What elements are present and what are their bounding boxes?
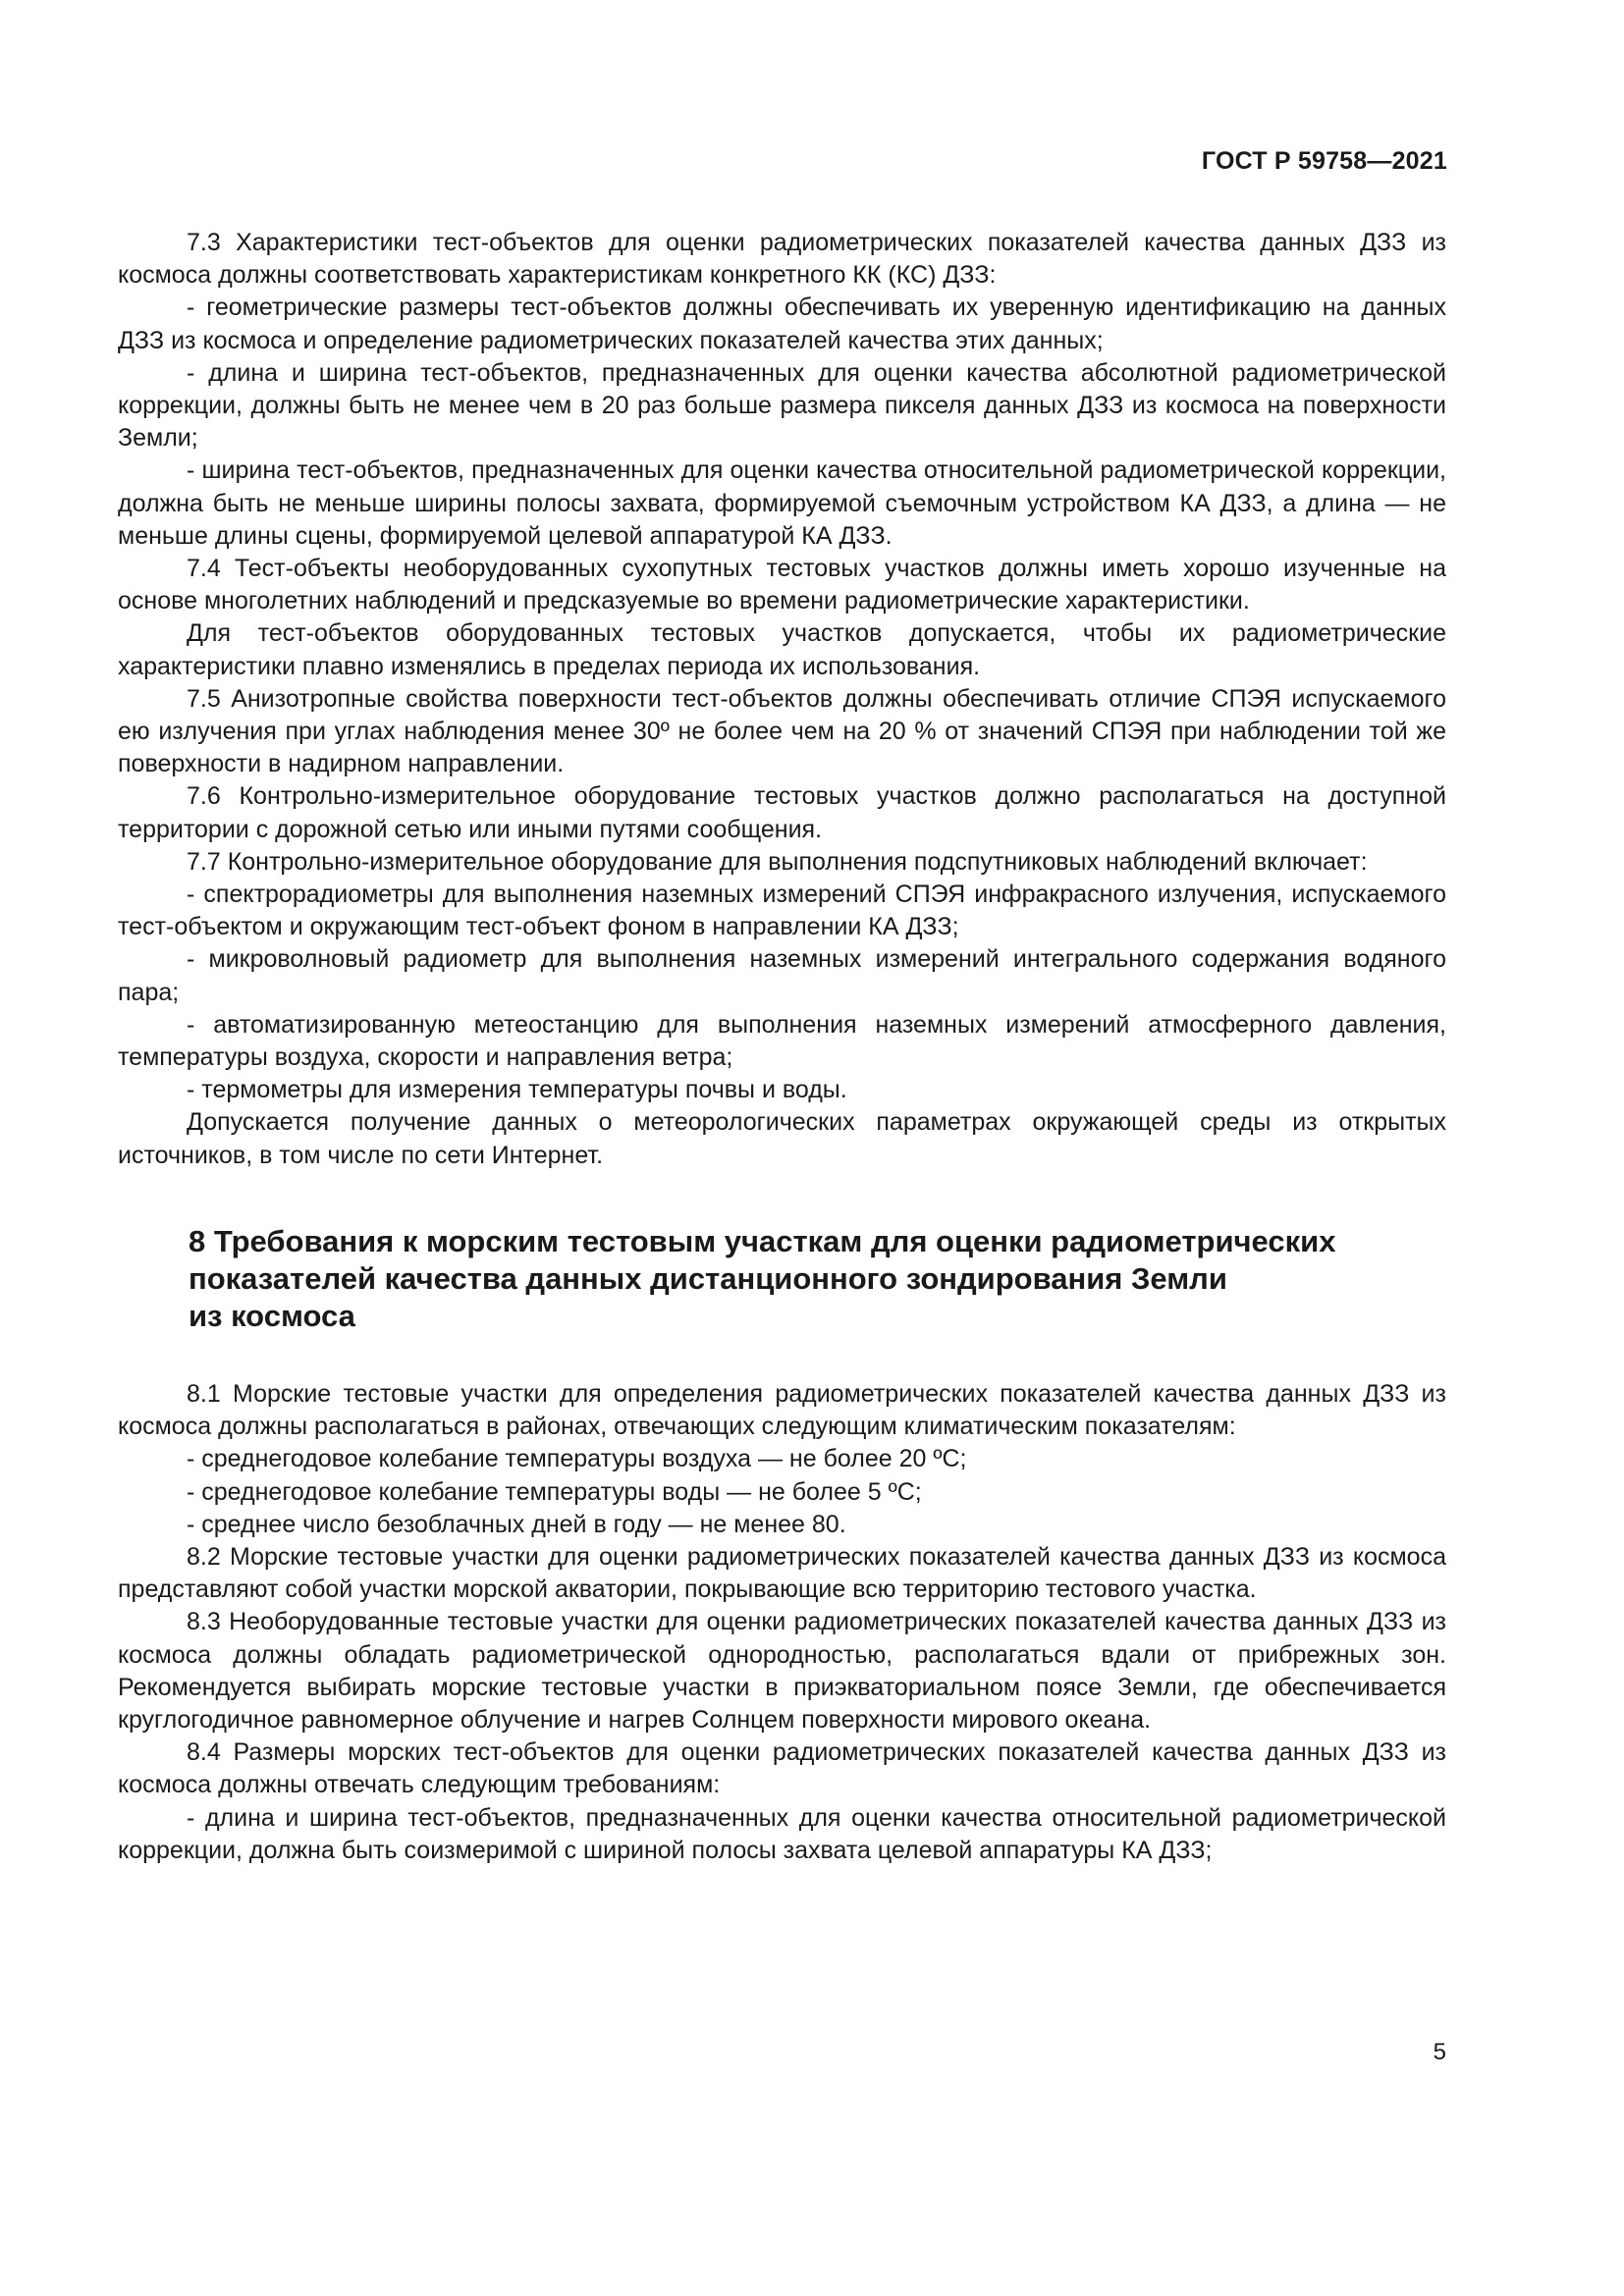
- paragraph-8-2: 8.2 Морские тестовые участки для оценки радиометрических показателей качества данных ДЗЗ из космоса представляют собой участки морской акватории, покрывающие всю территорию тестового участка.: [118, 1542, 1446, 1604]
- paragraph: Для тест-объектов оборудованных тестовых участков допускается, чтобы их радиометрические характеристики плавно изменялись в пределах периода их использования.: [118, 619, 1446, 680]
- document-header: ГОСТ Р 59758—2021: [1201, 147, 1447, 175]
- paragraph-7-6: 7.6 Контрольно-измерительное оборудование тестовых участков должно располагаться на доступной территории с дорожной сетью или иными путями сообщения.: [118, 782, 1446, 843]
- list-item: - спектрорадиометры для выполнения наземных измерений СПЭЯ инфракрасного излучения, испускаемого тест-объектом и окружающим тест-объект фоном в направлении КА ДЗЗ;: [118, 881, 1446, 941]
- list-item: - микроволновый радиометр для выполнения наземных измерений интегрального содержания водяного пара;: [118, 945, 1446, 1006]
- list-item: - среднегодовое колебание температуры воздуха — не более 20 ºС;: [187, 1445, 967, 1473]
- page-number: 5: [1433, 2039, 1446, 2065]
- list-item: - длина и ширина тест-объектов, предназначенных для оценки качества абсолютной радиометрической коррекции, должны быть не менее чем в 20 раз больше размера пикселя данных ДЗЗ из космоса на поверхности Земли;: [118, 358, 1446, 453]
- section-8-heading: 8 Требования к морским тестовым участкам для оценки радиометрических показателей качества данных дистанционного зондирования Земли из космоса: [189, 1223, 1336, 1333]
- paragraph-7-4: 7.4 Тест-объекты необорудованных сухопутных тестовых участков должны иметь хорошо изученные на основе многолетних наблюдений и предсказуемые во времени радиометрические характеристики.: [118, 555, 1446, 615]
- paragraph-7-7: 7.7 Контрольно-измерительное оборудование для выполнения подспутниковых наблюдений включает:: [187, 847, 1368, 876]
- list-item: - среднее число безоблачных дней в году — не менее 80.: [187, 1510, 846, 1538]
- paragraph: Допускается получение данных о метеорологических параметрах окружающей среды из открытых источников, в том числе по сети Интернет.: [118, 1108, 1446, 1169]
- list-item: - ширина тест-объектов, предназначенных для оценки качества относительной радиометрической коррекции, должна быть не меньше ширины полосы захвата, формируемой съемочным устройством КА ДЗЗ, а длина — не меньше длины сцены, формируемой целевой аппаратурой КА ДЗЗ.: [118, 456, 1446, 550]
- list-item: - геометрические размеры тест-объектов должны обеспечивать их уверенную идентификацию на данных ДЗЗ из космоса и определение радиометрических показателей качества этих данных;: [118, 294, 1446, 354]
- paragraph-8-3: 8.3 Необорудованные тестовые участки для оценки радиометрических показателей качества данных ДЗЗ из космоса должны обладать радиометрической однородностью, располагаться вдали от прибрежных зон. Рекомендуется выбирать морские тестовые участки в приэкваториальном поясе Земли, где обеспечивается круглогодичное равномерное облучение и нагрев Солнцем поверхности мирового океана.: [118, 1608, 1446, 1734]
- document-body: [118, 227, 1446, 1867]
- paragraph-8-4: 8.4 Размеры морских тест-объектов для оценки радиометрических показателей качества данных ДЗЗ из космоса должны отвечать следующим требованиям:: [118, 1738, 1446, 1799]
- list-item: - термометры для измерения температуры почвы и воды.: [187, 1076, 847, 1104]
- list-item: - среднегодовое колебание температуры воды — не более 5 ºС;: [187, 1477, 922, 1506]
- list-item: - автоматизированную метеостанцию для выполнения наземных измерений атмосферного давления, температуры воздуха, скорости и направления ветра;: [118, 1010, 1446, 1072]
- paragraph-7-3: 7.3 Характеристики тест-объектов для оценки радиометрических показателей качества данных ДЗЗ из космоса должны соответствовать характеристикам конкретного КК (КС) ДЗЗ:: [118, 229, 1446, 290]
- paragraph-8-1: 8.1 Морские тестовые участки для определения радиометрических показателей качества данных ДЗЗ из космоса должны располагаться в районах, отвечающих следующим климатическим показателям:: [118, 1379, 1446, 1441]
- list-item: - длина и ширина тест-объектов, предназначенных для оценки качества относительной радиометрической коррекции, должна быть соизмеримой с шириной полосы захвата целевой аппаратуры КА ДЗЗ;: [118, 1803, 1446, 1864]
- paragraph-7-5: 7.5 Анизотропные свойства поверхности тест-объектов должны обеспечивать отличие СПЭЯ испускаемого ею излучения при углах наблюдения менее 30º не более чем на 20 % от значений СПЭЯ при наблюдении той же поверхности в надирном направлении.: [118, 684, 1446, 778]
